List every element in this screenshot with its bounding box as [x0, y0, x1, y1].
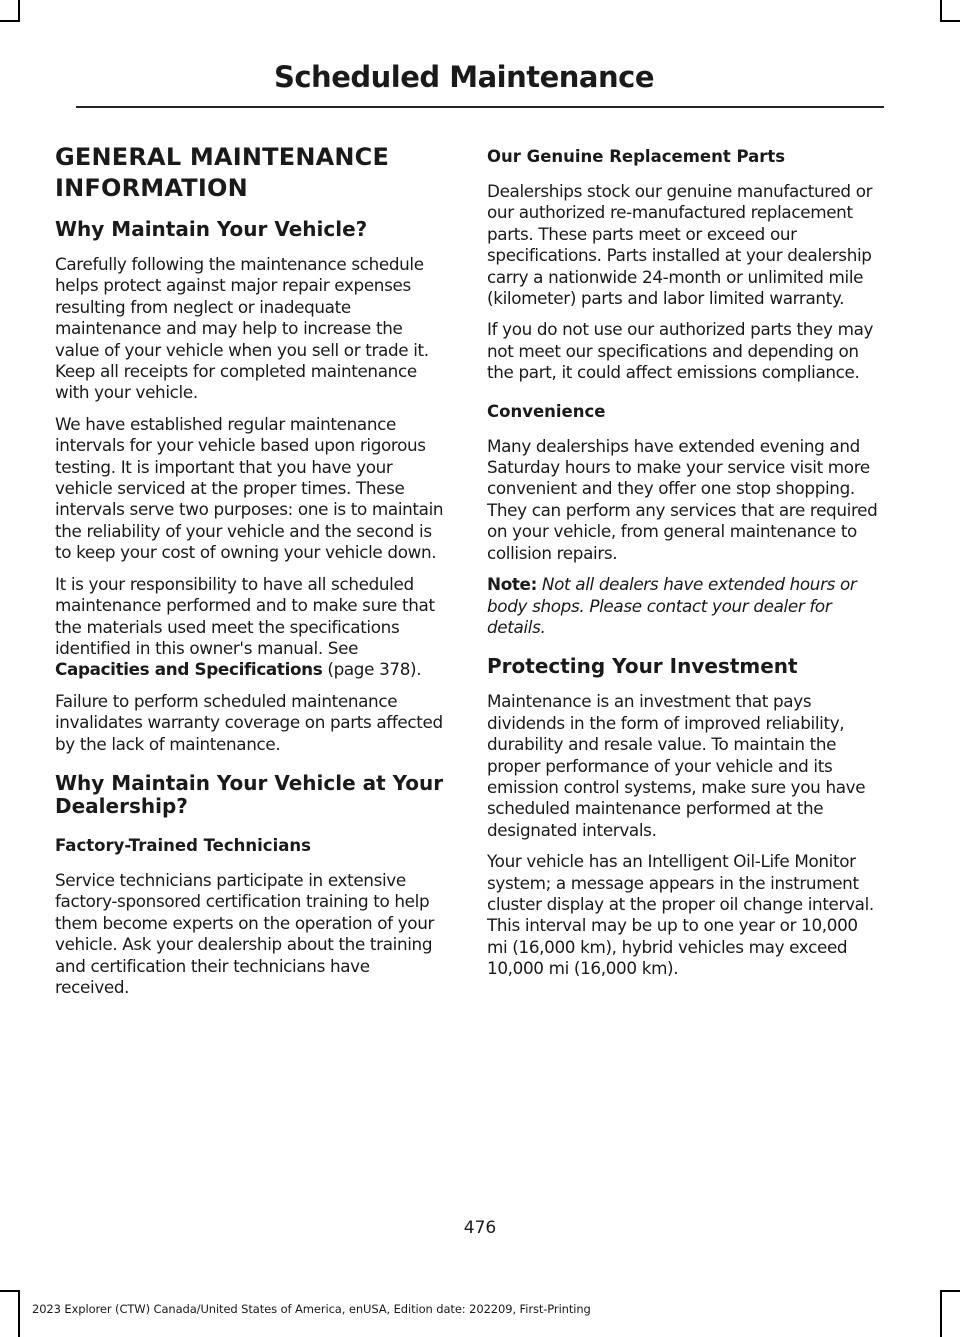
heading-why-dealership: Why Maintain Your Vehicle at Your Dealership? — [55, 770, 444, 818]
crop-mark — [0, 1290, 20, 1292]
heading-factory-technicians: Factory-Trained Technicians — [55, 835, 311, 855]
crop-mark — [18, 0, 20, 22]
header-divider — [76, 106, 884, 108]
page-number: 476 — [463, 1218, 497, 1238]
heading-why-maintain: Why Maintain Your Vehicle? — [55, 217, 368, 241]
paragraph: Maintenance is an investment that pays dividends in the form of improved reliability, durability and resale value. To maintain the proper performance of your vehicle and its emission control systems, make sure you have scheduled maintenance performed at the designated intervals. — [487, 691, 866, 840]
paragraph: Your vehicle has an Intelligent Oil-Life Monitor system; a message appears in the instrument cluster display at the proper oil change interval. This interval may be up to one year or 10,000 mi (16,000 km), hybrid vehicles may exceed 10,000 mi (16,000 km). — [487, 851, 874, 979]
paragraph: Carefully following the maintenance schedule helps protect against major repair expenses resulting from neglect or inadequate maintenance and may help to increase the value of your vehicle when you sell or trade it. Keep all receipts for completed maintenance with your vehicle. — [55, 254, 429, 403]
crop-mark — [940, 1290, 960, 1292]
left-column — [55, 142, 447, 1008]
heading-convenience: Convenience — [487, 401, 606, 421]
page-header-title: Scheduled Maintenance — [273, 60, 654, 94]
paragraph: We have established regular maintenance intervals for your vehicle based upon rigorous testing. It is important that you have your vehicle serviced at the proper times. These intervals serve two purposes: one is to maintain the reliability of your vehicle and the second is to keep your cost of owning your vehicle down. — [55, 413, 444, 563]
note: Note: Not all dealers have extended hours or body shops. Please contact your dealer for details. — [487, 574, 857, 637]
crop-mark — [0, 20, 20, 22]
paragraph: It is your responsibility to have all scheduled maintenance performed and to make sure that the materials used meet the specifications identified in this owner's manual. See Capacities and Specifications (page 378). — [55, 573, 435, 680]
crop-mark — [940, 0, 942, 22]
footer-edition: 2023 Explorer (CTW) Canada/United States of America, enUSA, Edition date: 202209, First-Printing — [32, 1302, 591, 1316]
paragraph: Dealerships stock our genuine manufactured or our authorized re-manufactured replacement parts. These parts meet or exceed our specifications. Parts installed at your dealership carry a nationwide 24-month or unlimited mile (kilometer) parts and labor limited warranty. — [487, 181, 873, 309]
paragraph: Many dealerships have extended evening and Saturday hours to make your service visit more convenient and they offer one stop shopping. They can perform any services that are required on your vehicle, from general maintenance to collision repairs. — [487, 435, 878, 563]
crop-mark — [18, 1290, 20, 1337]
paragraph: Service technicians participate in extensive factory-sponsored certification training to help them become experts on the operation of your vehicle. Ask your dealership about the training and certification their technicians have received. — [55, 869, 435, 997]
capacities-specifications-link[interactable]: Capacities and Specifications — [55, 659, 323, 680]
section-title: GENERAL MAINTENANCE INFORMATION — [55, 143, 390, 202]
heading-protecting-investment: Protecting Your Investment — [487, 654, 798, 679]
right-column — [487, 146, 879, 990]
paragraph: If you do not use our authorized parts they may not meet our specifications and depending on the part, it could affect emissions compliance. — [487, 319, 874, 383]
heading-genuine-parts: Our Genuine Replacement Parts — [487, 147, 786, 166]
crop-mark — [940, 20, 960, 22]
crop-mark — [940, 1290, 942, 1337]
paragraph: Failure to perform scheduled maintenance invalidates warranty coverage on parts affected by the lack of maintenance. — [55, 690, 443, 754]
